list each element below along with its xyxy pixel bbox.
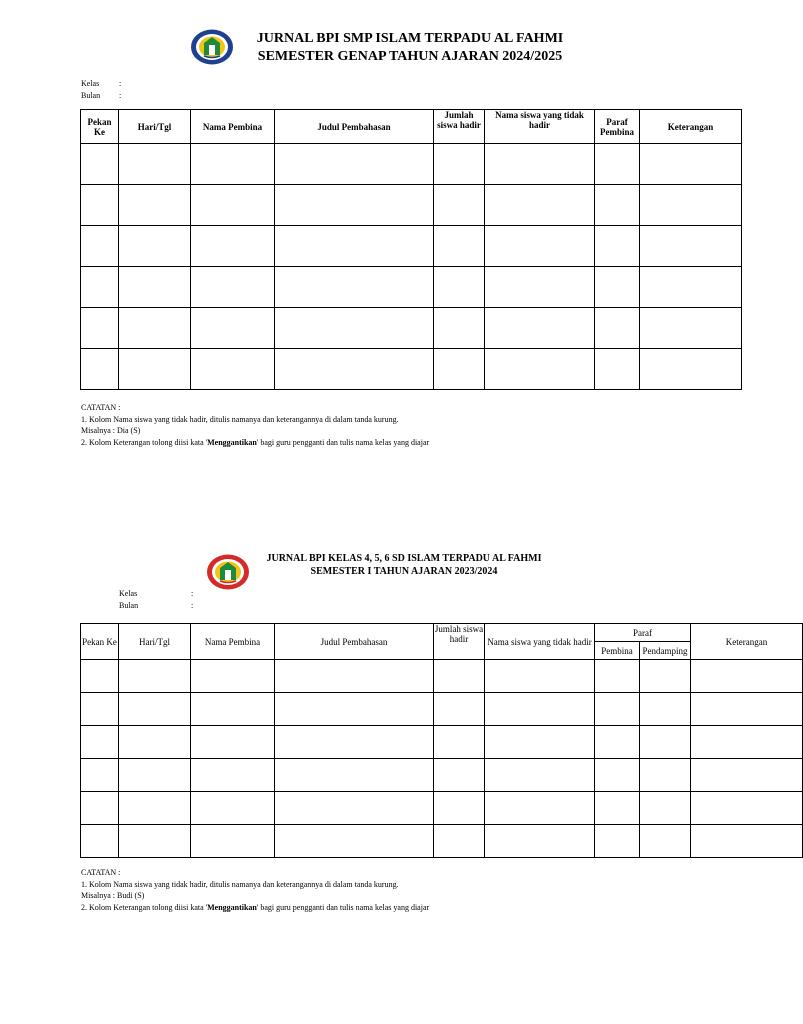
- journal1-title-line1: JURNAL BPI SMP ISLAM TERPADU AL FAHMI: [256, 31, 564, 46]
- table-cell[interactable]: [119, 660, 191, 693]
- table-cell[interactable]: [119, 185, 191, 226]
- kelas-label: Kelas: [81, 79, 100, 88]
- kelas-sep: :: [191, 589, 194, 598]
- table-row: [81, 308, 742, 349]
- journal2-notes: [81, 867, 429, 913]
- journal2-title: [254, 553, 554, 578]
- notes-line1: 1. Kolom Nama siswa yang tidak hadir, ditulis namanya dan keterangannya di dalam tanda kurung.: [81, 414, 399, 424]
- bulan-sep: :: [191, 601, 194, 610]
- table-cell[interactable]: [191, 660, 275, 693]
- table-cell[interactable]: [485, 726, 595, 759]
- bulan-label: Bulan: [81, 91, 101, 100]
- table-cell[interactable]: [595, 349, 640, 390]
- table-cell[interactable]: [191, 825, 275, 858]
- table-cell[interactable]: [191, 759, 275, 792]
- bulan-sep: :: [119, 91, 122, 100]
- table-cell[interactable]: [640, 759, 691, 792]
- journal2-table: [80, 623, 803, 858]
- table-cell[interactable]: [81, 185, 119, 226]
- table-cell[interactable]: [119, 349, 191, 390]
- table-cell[interactable]: [191, 349, 275, 390]
- table-cell[interactable]: [434, 792, 485, 825]
- col-nama-pembina: Nama Pembina: [191, 110, 275, 144]
- notes-heading: CATATAN :: [81, 403, 121, 412]
- table-cell[interactable]: [119, 825, 191, 858]
- notes-line2: Misalnya : Budi (S): [81, 891, 145, 900]
- col-jumlah-hadir: Jumlah siswa hadir: [434, 624, 485, 660]
- table-cell[interactable]: [119, 144, 191, 185]
- table-cell[interactable]: [434, 759, 485, 792]
- table-cell[interactable]: [485, 660, 595, 693]
- notes-line3-bold: Menggantikan: [207, 902, 257, 912]
- table-cell[interactable]: [191, 267, 275, 308]
- table-cell[interactable]: [434, 825, 485, 858]
- table-cell[interactable]: [191, 185, 275, 226]
- table-cell[interactable]: [595, 660, 640, 693]
- table-cell[interactable]: [81, 308, 119, 349]
- col-tidak-hadir: Nama siswa yang tidak hadir: [485, 110, 595, 144]
- table-cell[interactable]: [275, 759, 434, 792]
- table-cell[interactable]: [191, 726, 275, 759]
- table-cell[interactable]: [640, 792, 691, 825]
- table-cell[interactable]: [191, 792, 275, 825]
- notes-line1: 1. Kolom Nama siswa yang tidak hadir, ditulis namanya dan keterangannya di dalam tanda kurung.: [81, 879, 399, 889]
- table-cell[interactable]: [434, 267, 485, 308]
- table-cell[interactable]: [434, 726, 485, 759]
- table-cell[interactable]: [595, 185, 640, 226]
- table-row: [81, 660, 803, 693]
- col-pekan-ke: Pekan Ke: [81, 110, 119, 144]
- table-cell[interactable]: [275, 825, 434, 858]
- table-row: [81, 792, 803, 825]
- table-row: [81, 267, 742, 308]
- col-tidak-hadir: Nama siswa yang tidak hadir: [485, 624, 595, 660]
- table-cell[interactable]: [81, 693, 119, 726]
- table-cell[interactable]: [81, 759, 119, 792]
- journal2-title-line2: SEMESTER I TAHUN AJARAN 2023/2024: [310, 565, 498, 577]
- table-cell[interactable]: [275, 226, 434, 267]
- col-keterangan: Keterangan: [691, 624, 803, 660]
- table-cell[interactable]: [485, 349, 595, 390]
- table-cell[interactable]: [119, 308, 191, 349]
- table-cell[interactable]: [434, 226, 485, 267]
- table-cell[interactable]: [434, 660, 485, 693]
- table-cell[interactable]: [81, 825, 119, 858]
- table-cell[interactable]: [640, 726, 691, 759]
- notes-line3: [81, 902, 429, 914]
- table-cell[interactable]: [595, 693, 640, 726]
- journal1-table: [80, 109, 742, 390]
- table-cell[interactable]: [640, 226, 742, 267]
- table-cell[interactable]: [191, 144, 275, 185]
- table-cell[interactable]: [485, 759, 595, 792]
- table-cell[interactable]: [275, 308, 434, 349]
- col-keterangan: Keterangan: [640, 110, 742, 144]
- table-cell[interactable]: [485, 693, 595, 726]
- table-row: [81, 226, 742, 267]
- table-cell[interactable]: [81, 726, 119, 759]
- table-cell[interactable]: [275, 185, 434, 226]
- col-jumlah-hadir: Jumlah siswa hadir: [434, 110, 485, 144]
- journal2-meta: [119, 588, 193, 612]
- notes-line3-bold: Menggantikan: [207, 437, 257, 447]
- table-row: [81, 185, 742, 226]
- journal2-title-line1: JURNAL BPI KELAS 4, 5, 6 SD ISLAM TERPADU AL FAHMI: [266, 553, 542, 564]
- table-cell[interactable]: [691, 825, 803, 858]
- table-cell[interactable]: [640, 693, 691, 726]
- table-cell[interactable]: [119, 792, 191, 825]
- journal1-notes: [81, 402, 429, 448]
- table-row: [81, 693, 803, 726]
- col-judul-pembahasan: Judul Pembahasan: [275, 624, 434, 660]
- table-cell[interactable]: [81, 267, 119, 308]
- table-row: [81, 349, 742, 390]
- table-cell[interactable]: [81, 349, 119, 390]
- bulan-label: Bulan: [119, 601, 139, 610]
- table-cell[interactable]: [691, 726, 803, 759]
- col-paraf: Paraf: [595, 624, 691, 642]
- journal2-table-clip: [80, 623, 768, 859]
- table-cell[interactable]: [119, 226, 191, 267]
- table-cell[interactable]: [275, 267, 434, 308]
- table-cell[interactable]: [640, 349, 742, 390]
- table-cell[interactable]: [434, 308, 485, 349]
- table-cell[interactable]: [691, 660, 803, 693]
- notes-line2: Misalnya : Dia (S): [81, 426, 141, 435]
- col-hari-tgl: Hari/Tgl: [119, 624, 191, 660]
- table-cell[interactable]: [691, 759, 803, 792]
- notes-heading: CATATAN :: [81, 868, 121, 877]
- journal1-title: [240, 30, 580, 65]
- table-cell[interactable]: [485, 792, 595, 825]
- col-pekan-ke: Pekan Ke: [81, 624, 119, 660]
- table-cell[interactable]: [640, 308, 742, 349]
- table-cell[interactable]: [191, 693, 275, 726]
- col-nama-pembina: Nama Pembina: [191, 624, 275, 660]
- table-cell[interactable]: [485, 267, 595, 308]
- table-cell[interactable]: [691, 693, 803, 726]
- notes-line3-pre: 2. Kolom Keterangan tolong diisi kata ': [81, 437, 208, 447]
- table-cell[interactable]: [81, 144, 119, 185]
- table-cell[interactable]: [119, 759, 191, 792]
- notes-line3-post: ' bagi guru pengganti dan tulis nama kelas yang diajar: [256, 437, 430, 447]
- col-judul-pembahasan: Judul Pembahasan: [275, 110, 434, 144]
- table-cell[interactable]: [485, 825, 595, 858]
- kelas-label: Kelas: [119, 589, 138, 598]
- table-cell[interactable]: [275, 792, 434, 825]
- col-paraf-pembina: Pembina: [595, 642, 640, 660]
- col-paraf-pendamping: Pendamping: [640, 642, 691, 660]
- table-cell[interactable]: [595, 792, 640, 825]
- table-cell[interactable]: [275, 726, 434, 759]
- table-cell[interactable]: [595, 825, 640, 858]
- table-cell[interactable]: [485, 185, 595, 226]
- table-cell[interactable]: [485, 226, 595, 267]
- table-cell[interactable]: [691, 792, 803, 825]
- table-cell[interactable]: [434, 144, 485, 185]
- table-row: [81, 759, 803, 792]
- table-row: [81, 825, 803, 858]
- table-cell[interactable]: [191, 308, 275, 349]
- table-cell[interactable]: [275, 349, 434, 390]
- table-cell[interactable]: [640, 825, 691, 858]
- table-cell[interactable]: [595, 308, 640, 349]
- school-logo-blue: [190, 28, 234, 66]
- table-cell[interactable]: [275, 693, 434, 726]
- col-paraf-pembina: Paraf Pembina: [595, 110, 640, 144]
- table-row: [81, 144, 742, 185]
- table-cell[interactable]: [191, 226, 275, 267]
- table-cell[interactable]: [595, 144, 640, 185]
- table-cell[interactable]: [640, 660, 691, 693]
- kelas-sep: :: [119, 79, 122, 88]
- table-cell[interactable]: [595, 267, 640, 308]
- table-cell[interactable]: [81, 226, 119, 267]
- table-cell[interactable]: [119, 726, 191, 759]
- table-cell[interactable]: [640, 144, 742, 185]
- col-hari-tgl: Hari/Tgl: [119, 110, 191, 144]
- table-cell[interactable]: [595, 759, 640, 792]
- table-cell[interactable]: [595, 226, 640, 267]
- table-cell[interactable]: [434, 185, 485, 226]
- table-cell[interactable]: [81, 792, 119, 825]
- table-cell[interactable]: [640, 185, 742, 226]
- table-cell[interactable]: [119, 693, 191, 726]
- notes-line3-post: ' bagi guru pengganti dan tulis nama kelas yang diajar: [256, 902, 430, 912]
- table-cell[interactable]: [275, 660, 434, 693]
- table-cell[interactable]: [485, 308, 595, 349]
- table-cell[interactable]: [595, 726, 640, 759]
- journal1-meta: [81, 78, 121, 102]
- journal1-title-line2: SEMESTER GENAP TAHUN AJARAN 2024/2025: [257, 48, 563, 64]
- table-cell[interactable]: [485, 144, 595, 185]
- table-cell[interactable]: [434, 693, 485, 726]
- notes-line3: [81, 437, 429, 449]
- notes-line3-pre: 2. Kolom Keterangan tolong diisi kata ': [81, 902, 208, 912]
- table-row: [81, 726, 803, 759]
- table-cell[interactable]: [119, 267, 191, 308]
- table-cell[interactable]: [81, 660, 119, 693]
- school-logo-red: [206, 553, 250, 591]
- table-cell[interactable]: [640, 267, 742, 308]
- table-cell[interactable]: [434, 349, 485, 390]
- table-cell[interactable]: [275, 144, 434, 185]
